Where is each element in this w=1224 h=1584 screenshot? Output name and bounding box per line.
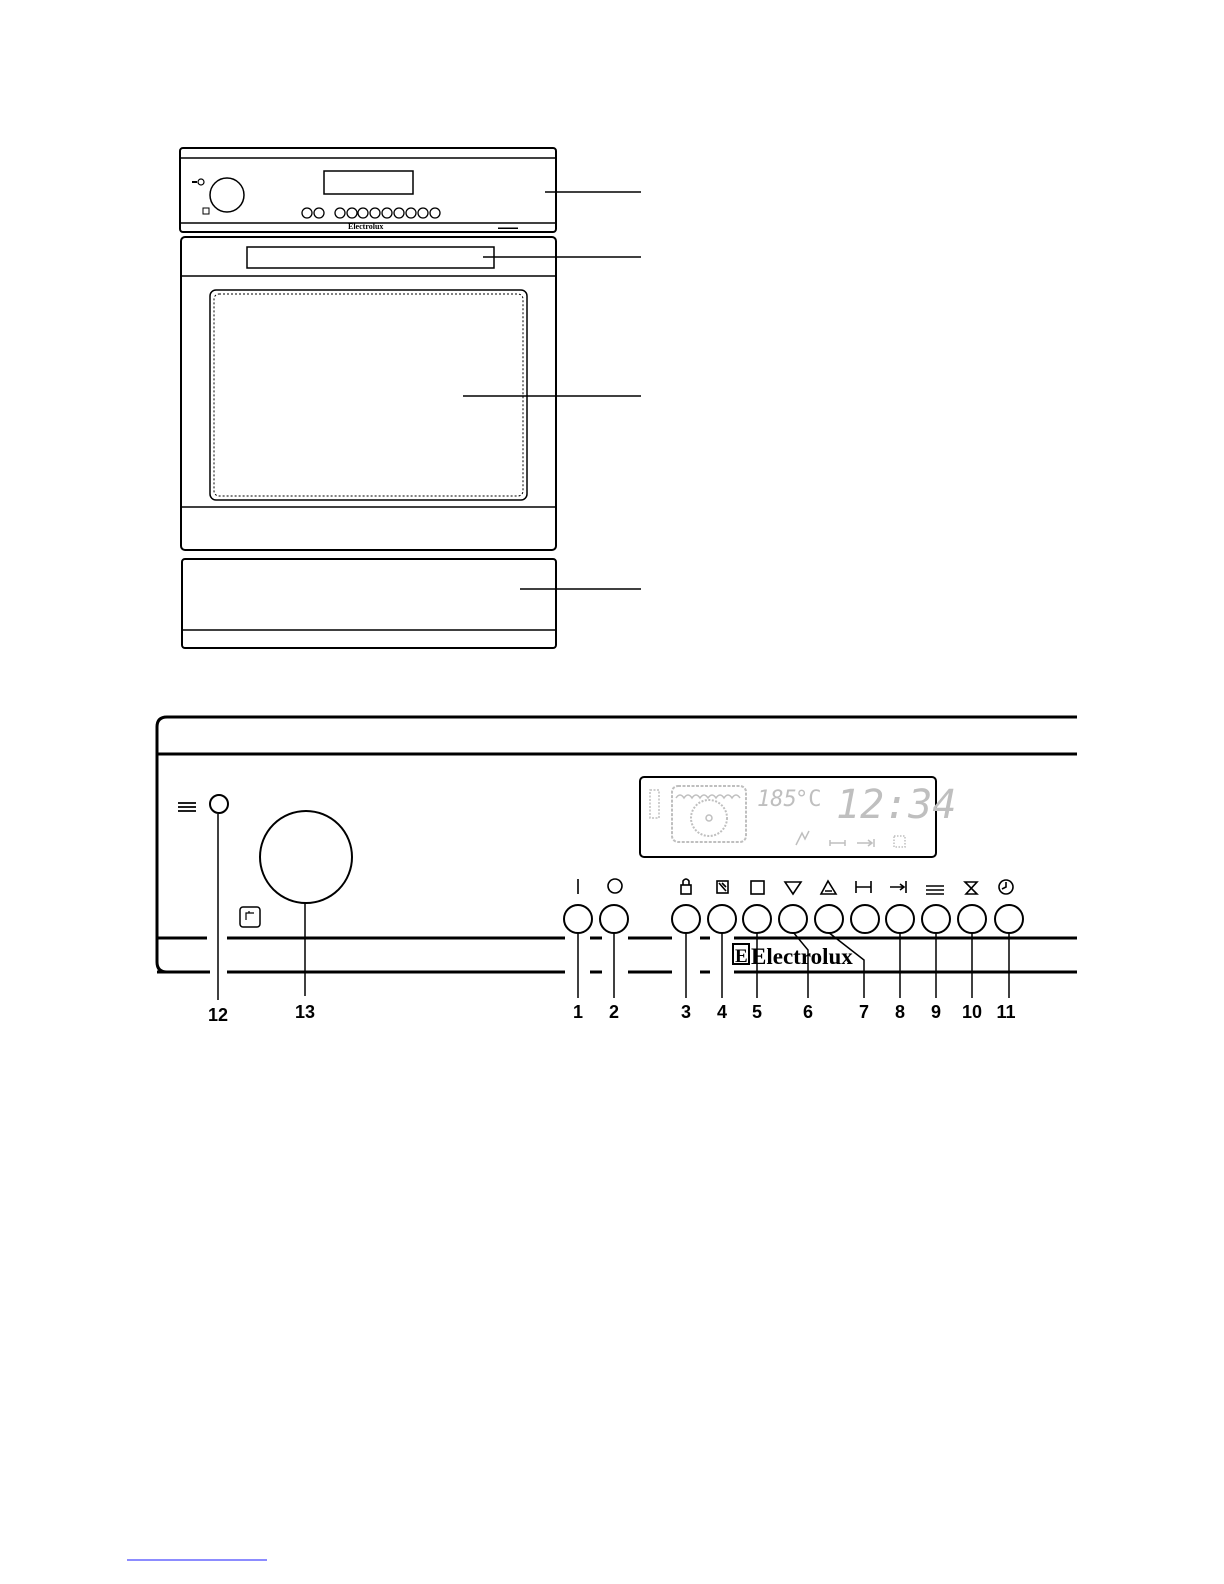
lock-icon	[681, 879, 691, 894]
label-7: 7	[858, 1002, 870, 1022]
display-oven-graphic	[672, 786, 746, 842]
stop-icon	[751, 881, 764, 894]
display-temperature-unit: °C	[795, 787, 822, 812]
overview-control-panel	[180, 148, 556, 232]
overview-storage-drawer	[182, 559, 556, 648]
function-icon	[717, 881, 728, 893]
label-13: 13	[294, 1002, 316, 1022]
warming-button[interactable]	[922, 905, 950, 933]
lock-button[interactable]	[672, 905, 700, 933]
brand-name: Electrolux	[751, 944, 853, 969]
stop-button[interactable]	[743, 905, 771, 933]
overview-door-handle	[247, 247, 494, 268]
label-6: 6	[802, 1002, 814, 1022]
label-8: 8	[894, 1002, 906, 1022]
brand-logo-glyph: E	[735, 946, 748, 967]
function-button[interactable]	[708, 905, 736, 933]
power-off-icon	[608, 879, 622, 893]
warming-icon-left	[178, 803, 196, 811]
overview-brand-label: Electrolux	[348, 222, 384, 231]
duration-button[interactable]	[851, 905, 879, 933]
control-knob[interactable]	[260, 811, 352, 903]
label-5: 5	[751, 1002, 763, 1022]
oven-overview	[180, 148, 641, 648]
end-time-icon	[890, 881, 906, 893]
clock-icon	[999, 880, 1013, 894]
timer-icon	[965, 882, 977, 894]
label-1: 1	[572, 1002, 584, 1022]
panel-trim-lines	[157, 938, 1077, 972]
overview-knob	[210, 178, 244, 212]
power-off-button[interactable]	[600, 905, 628, 933]
temp-up-icon	[821, 881, 836, 894]
warming-icon	[926, 886, 944, 894]
temp-down-button[interactable]	[779, 905, 807, 933]
control-buttons	[564, 905, 1023, 933]
display-indicators	[796, 831, 905, 847]
label-4: 4	[716, 1002, 728, 1022]
overview-oven-door	[181, 237, 556, 550]
label-2: 2	[608, 1002, 620, 1022]
temp-up-button[interactable]	[815, 905, 843, 933]
callout-numbers	[573, 1002, 1016, 1022]
warming-button[interactable]	[210, 795, 228, 813]
label-10: 10	[961, 1002, 983, 1022]
end-time-button[interactable]	[886, 905, 914, 933]
display-time: 12:34	[836, 782, 957, 828]
button-icons	[578, 879, 1013, 894]
clock-button[interactable]	[995, 905, 1023, 933]
display-fan-icon	[691, 800, 727, 836]
label-3: 3	[680, 1002, 692, 1022]
temp-down-icon	[785, 882, 801, 894]
timer-button[interactable]	[958, 905, 986, 933]
power-on-button[interactable]	[564, 905, 592, 933]
water-tap-icon	[240, 907, 260, 927]
overview-door-window	[210, 290, 527, 500]
duration-icon	[856, 881, 871, 893]
label-11: 11	[996, 1002, 1016, 1022]
svg-text:▬▬▬▬: ▬▬▬▬	[498, 226, 518, 231]
brand-logo	[733, 944, 853, 969]
control-panel-detail	[157, 717, 1077, 1000]
overview-buttons	[302, 208, 440, 218]
label-12: 12	[207, 1005, 229, 1025]
display-temperature: 185	[757, 787, 797, 812]
overview-leader-lines	[463, 192, 641, 589]
label-9: 9	[930, 1002, 942, 1022]
overview-display	[324, 171, 413, 194]
